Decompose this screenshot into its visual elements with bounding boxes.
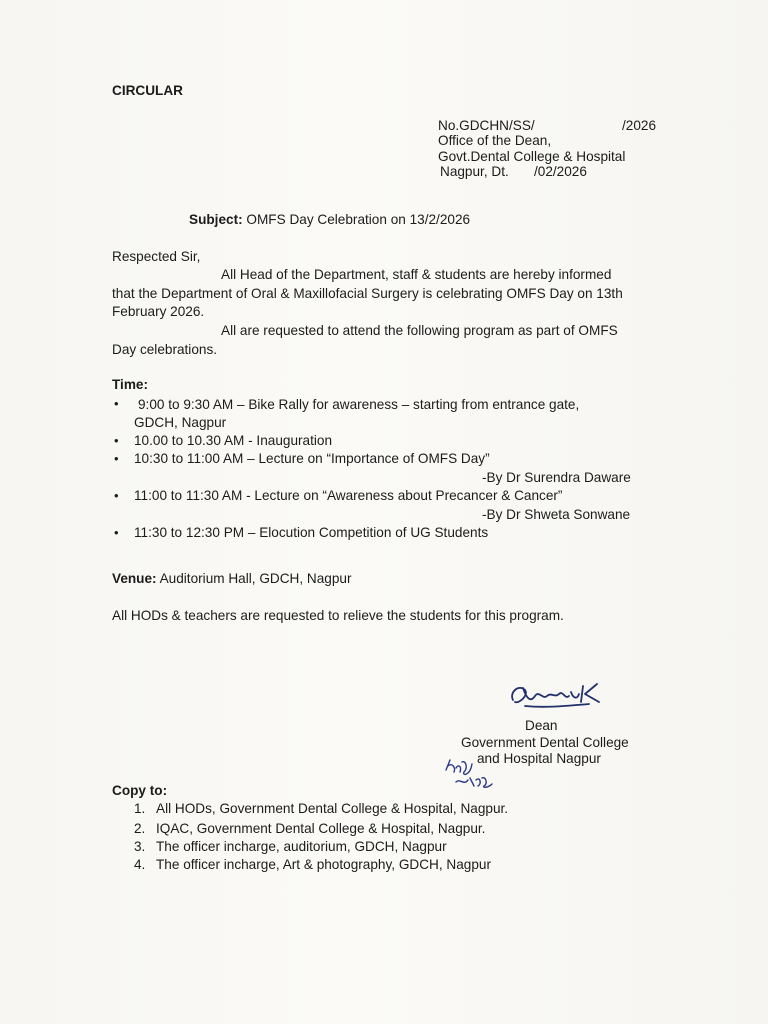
subject-line — [189, 211, 470, 229]
ref-place-date-suffix: /02/2026 — [534, 164, 587, 179]
circular-heading: CIRCULAR — [112, 83, 183, 98]
schedule-item-text: 10:30 to 11:00 AM – Lecture on “Importance of OMFS Day” — [134, 451, 490, 466]
relieve-note: All HODs & teachers are requested to relieve the students for this program. — [112, 608, 564, 623]
schedule-item-text: 11:00 to 11:30 AM - Lecture on “Awareness about Precancer & Cancer” — [134, 488, 563, 503]
subject-label: Subject: — [189, 212, 243, 227]
venue-text: Auditorium Hall, GDCH, Nagpur — [156, 571, 352, 586]
time-label: Time: — [112, 377, 149, 392]
ref-place-date-prefix: Nagpur, Dt. — [440, 164, 509, 179]
ref-office: Office of the Dean, — [438, 133, 552, 148]
signatory-title: Dean — [525, 718, 558, 733]
list-item — [134, 820, 145, 838]
venue-line — [112, 570, 352, 588]
schedule-item-text: 11:30 to 12:30 PM – Elocution Competition of UG Students — [134, 525, 489, 540]
salutation: Respected Sir, — [112, 249, 201, 264]
para2-line1: All are requested to attend the following program as part of OMFS — [221, 323, 618, 338]
list-item — [134, 800, 145, 818]
copy-item-number: 3. — [134, 839, 146, 854]
para1-line2: that the Department of Oral & Maxillofacial Surgery is celebrating OMFS Day on 13th — [112, 286, 623, 301]
copy-item-number: 2. — [134, 821, 146, 836]
bullet-icon: • — [114, 396, 119, 411]
bullet-icon: • — [114, 451, 119, 466]
bullet-icon: • — [114, 433, 119, 448]
para2-line2: Day celebrations. — [112, 342, 218, 357]
copy-label: Copy to: — [112, 783, 168, 798]
venue-label: Venue: — [112, 571, 157, 586]
copy-item-number: 1. — [134, 801, 146, 816]
para1-line3: February 2026. — [112, 304, 205, 319]
schedule-item-text: 9:00 to 9:30 AM – Bike Rally for awareness – starting from entrance gate, — [138, 397, 580, 412]
ref-number-suffix: /2026 — [622, 118, 657, 133]
schedule-item-text-cont: GDCH, Nagpur — [134, 415, 227, 430]
schedule-item-text: 10.00 to 10.30 AM - Inauguration — [134, 433, 333, 448]
bullet-icon: • — [114, 525, 119, 540]
para1-line1: All Head of the Department, staff & students are hereby informed — [221, 267, 612, 282]
ref-college: Govt.Dental College & Hospital — [438, 149, 626, 164]
copy-item-number: 4. — [134, 857, 146, 872]
copy-item-text: IQAC, Government Dental College & Hospital, Nagpur. — [156, 821, 486, 836]
list-item — [134, 838, 145, 856]
list-item — [134, 856, 145, 874]
copy-item-text: The officer incharge, Art & photography, GDCH, Nagpur — [156, 857, 491, 872]
schedule-item-speaker: -By Dr Surendra Daware — [482, 470, 631, 485]
bullet-icon: • — [114, 488, 119, 503]
copy-item-text: The officer incharge, auditorium, GDCH, Nagpur — [156, 839, 447, 854]
subject-text: OMFS Day Celebration on 13/2/2026 — [242, 212, 471, 227]
signatory-line2: and Hospital Nagpur — [477, 751, 601, 766]
signatory-line1: Government Dental College — [461, 735, 629, 750]
dean-signature — [505, 678, 615, 720]
ref-number-prefix: No.GDCHN/SS/ — [438, 118, 535, 133]
schedule-item-speaker: -By Dr Shweta Sonwane — [482, 507, 631, 522]
receipt-initials — [442, 756, 508, 794]
copy-item-text: All HODs, Government Dental College & Hospital, Nagpur. — [156, 801, 509, 816]
